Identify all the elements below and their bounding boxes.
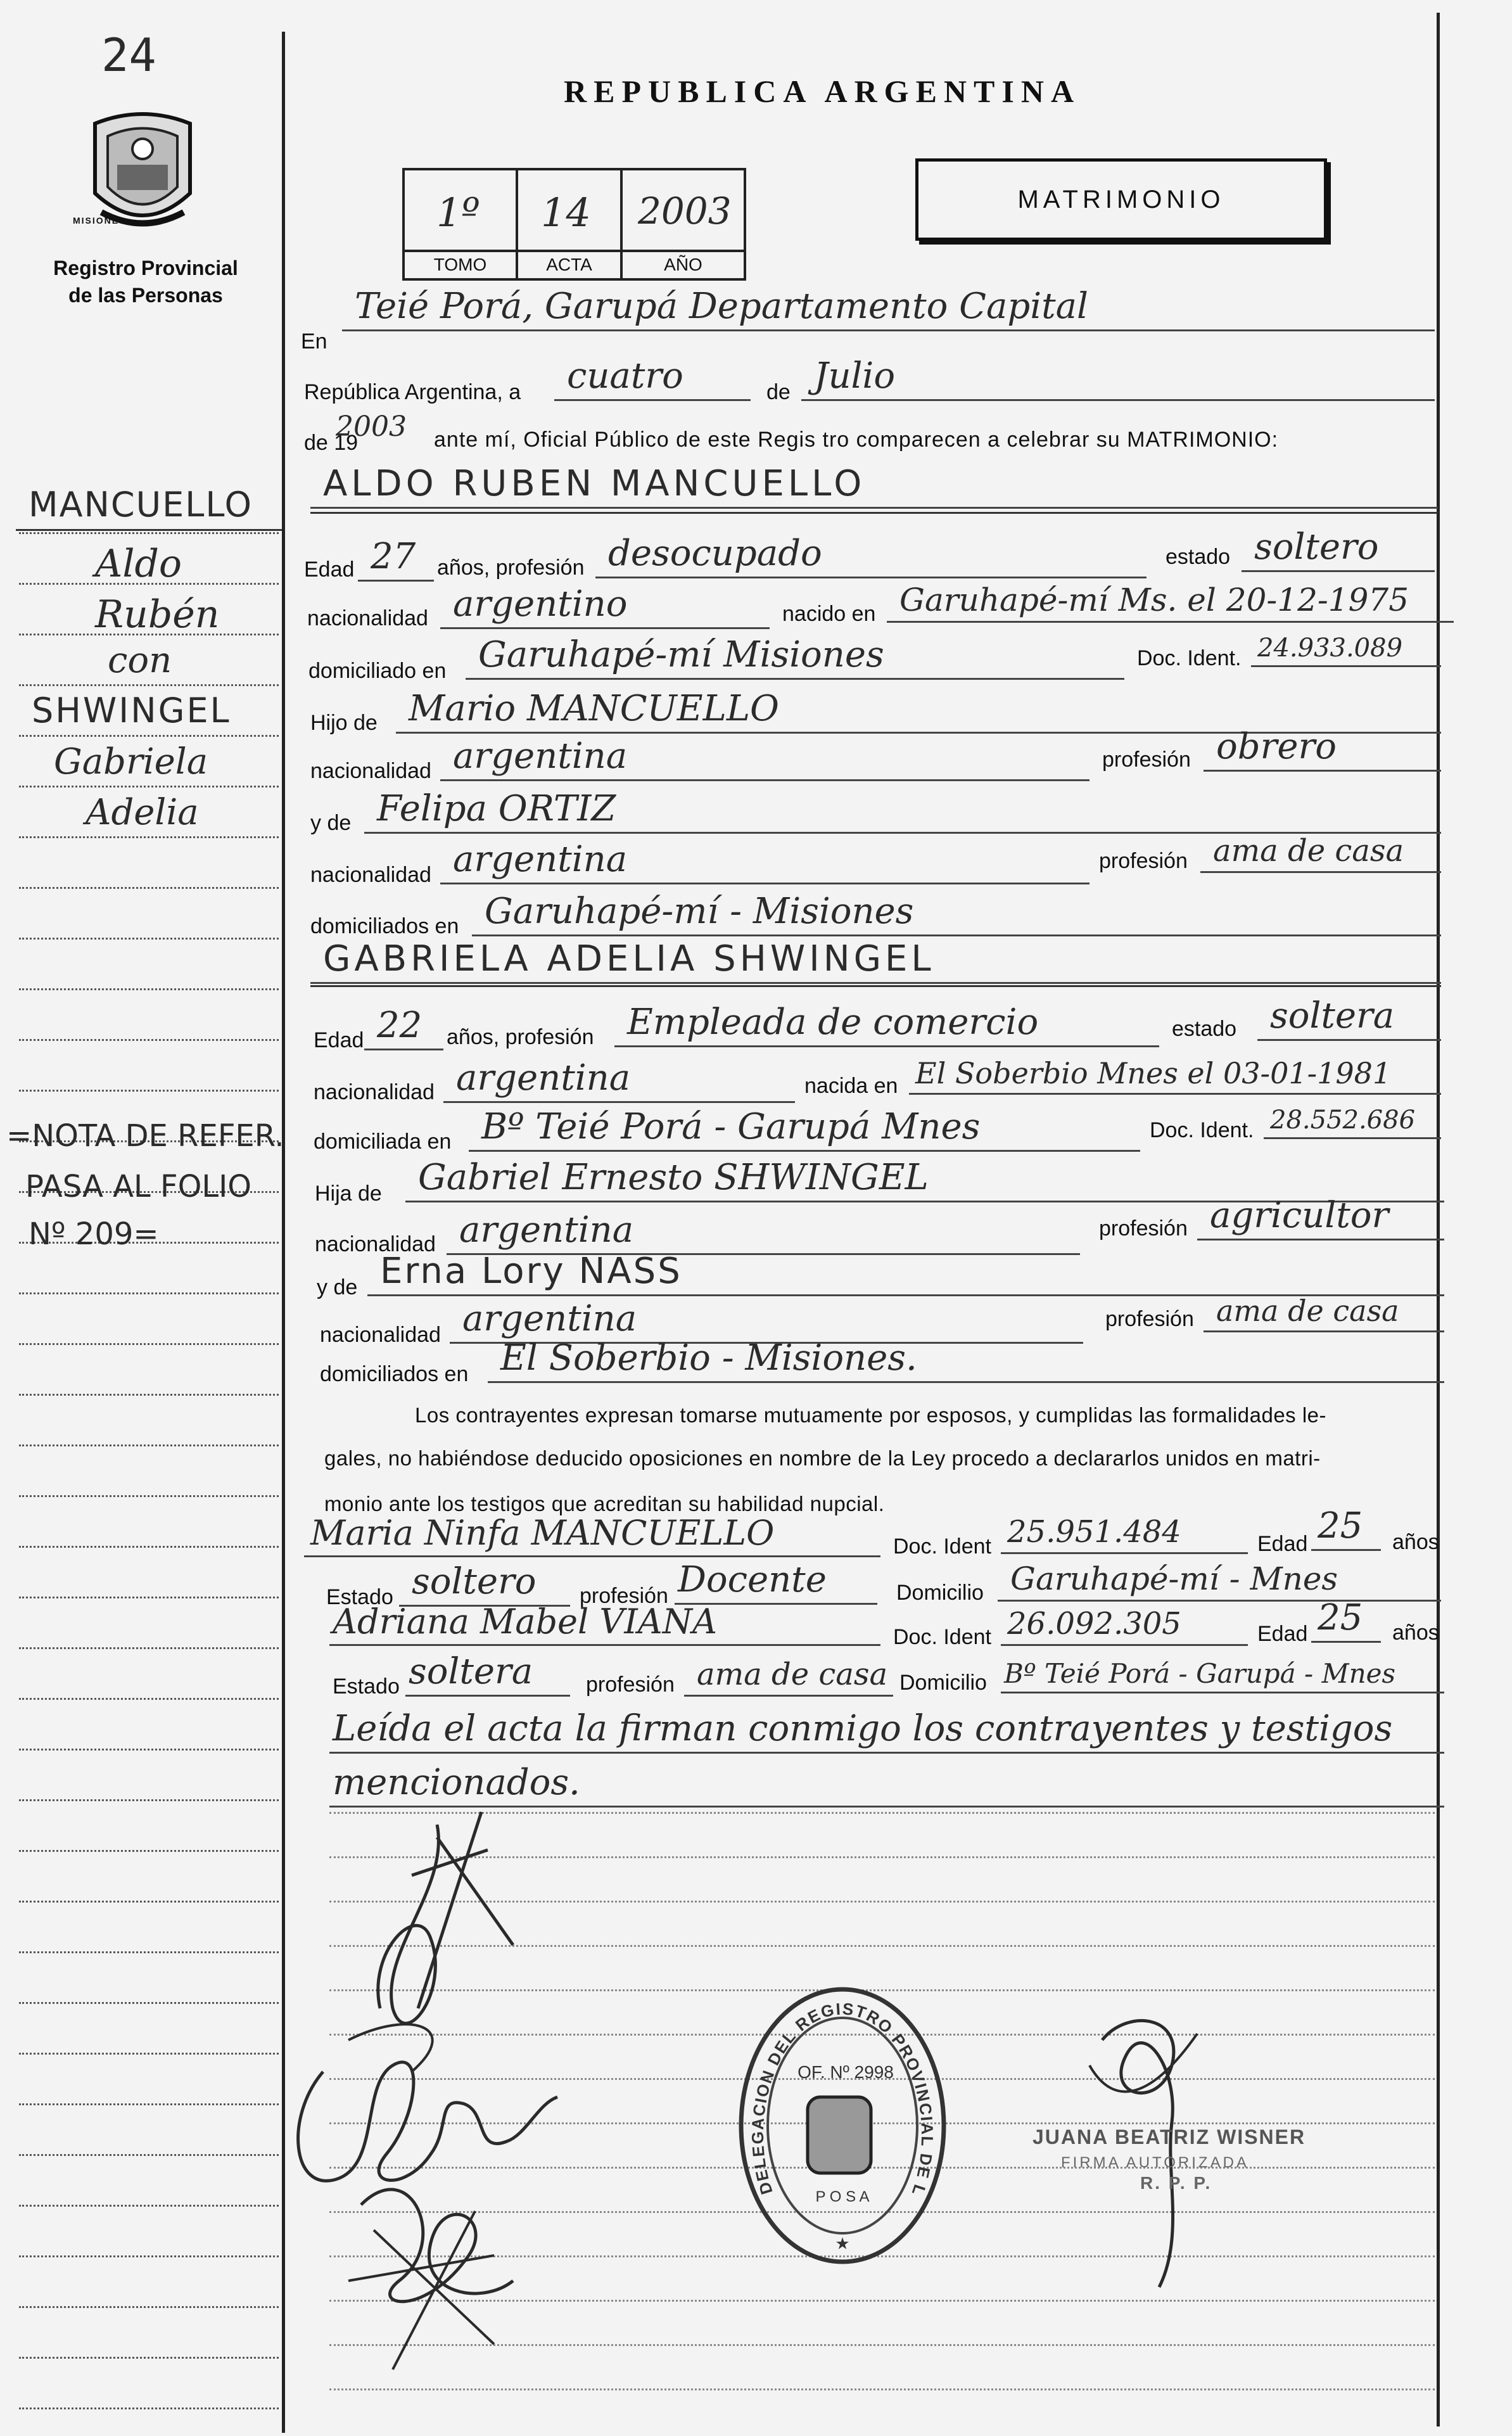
groom-parents-dom-field — [472, 884, 1441, 936]
witness1-dom-field — [998, 1552, 1441, 1602]
bride-edad-value: 22 — [377, 1005, 422, 1046]
groom-estado-label: estado — [1166, 545, 1231, 569]
groom-edad-field — [358, 535, 434, 582]
margin-line — [19, 1698, 279, 1700]
bride-nacida-field — [909, 1042, 1441, 1095]
witness1-edad-label: Edad — [1257, 1532, 1308, 1556]
margin-line — [19, 1901, 279, 1903]
groom-estado-field — [1242, 523, 1435, 572]
groom-father-nac-value: argentina — [453, 736, 628, 777]
margin-note-3: Nº 209= — [29, 1216, 159, 1252]
groom-father-prof-label: profesión — [1102, 748, 1191, 772]
official-title: FIRMA AUTORIZADA — [1061, 2154, 1249, 2171]
groom-parents-dom-value: Garuhapé-mí - Misiones — [485, 891, 914, 932]
margin-line — [19, 2407, 279, 2409]
margin-surname: MANCUELLO — [29, 485, 253, 525]
bride-mother-prof-field — [1204, 1280, 1444, 1332]
bride-name-field — [310, 931, 1441, 984]
groom-mother-nac-field — [440, 833, 1090, 884]
witness2-edad-field — [1311, 1597, 1381, 1643]
margin-line — [19, 1749, 279, 1750]
groom-yde-label: y de — [310, 811, 352, 835]
page-number: 24 — [101, 29, 156, 82]
closing-line-1: Leída el acta la firman conmigo los contrayentes y testigos — [333, 1708, 1393, 1749]
witness1-name-field — [304, 1508, 880, 1557]
margin-name-4: Adelia — [86, 792, 199, 833]
bride-father-nac-label: nacionalidad — [315, 1232, 436, 1256]
margin-line — [19, 1647, 279, 1649]
tomo-label: TOMO — [433, 255, 487, 274]
closing-line-2: mencionados. — [333, 1762, 580, 1803]
witness2-edad-label: Edad — [1257, 1622, 1308, 1646]
witness1-dom-value: Garuhapé-mí - Mnes — [1010, 1560, 1338, 1597]
acta-value: 14 — [541, 189, 591, 236]
witness2-prof-field — [684, 1647, 893, 1697]
stamp-emblem — [808, 2097, 871, 2173]
groom-mother-prof-field — [1200, 820, 1441, 873]
bride-doc-field — [1264, 1093, 1441, 1139]
bride-prof-label: años, profesión — [447, 1025, 594, 1049]
year-value: 2003 — [336, 411, 407, 443]
witness1-doc-value: 25.951.484 — [1007, 1514, 1181, 1550]
groom-dom-value: Garuhapé-mí Misiones — [478, 634, 884, 675]
groom-doc-field — [1251, 621, 1441, 667]
witness2-doc-label: Doc. Ident — [893, 1625, 991, 1649]
country-heading: REPUBLICA ARGENTINA — [564, 73, 1081, 109]
bride-dom-field — [469, 1099, 1140, 1152]
margin-line — [19, 1850, 279, 1852]
margin-name-2: Rubén — [95, 592, 220, 637]
groom-nacido-label: nacido en — [782, 602, 876, 626]
groom-dom-label: domiciliado en — [308, 659, 447, 683]
declaration-line-3: monio ante los testigos que acreditan su habilidad nupcial. — [324, 1492, 885, 1515]
bride-name-value: GABRIELA ADELIA SHWINGEL — [323, 938, 935, 979]
groom-dom-field — [466, 627, 1124, 680]
margin-line — [19, 1546, 279, 1548]
margin-line — [19, 1597, 279, 1598]
svg-text:★: ★ — [835, 2235, 850, 2254]
witness1-doc-field — [1001, 1508, 1248, 1554]
witness1-estado-label: Estado — [326, 1585, 393, 1609]
witness2-dom-label: Domicilio — [899, 1671, 987, 1695]
tomo-value: 1º — [436, 189, 480, 236]
record-type-box — [915, 158, 1327, 241]
groom-edad-value: 27 — [371, 536, 416, 577]
witness2-dom-value: Bº Teié Porá - Garupá - Mnes — [1004, 1658, 1396, 1689]
groom-mother-nac-label: nacionalidad — [310, 863, 431, 887]
bride-mother-prof-value: ama de casa — [1216, 1294, 1399, 1328]
bride-prof-value: Empleada de comercio — [627, 1002, 1039, 1043]
margin-line — [19, 1039, 279, 1041]
groom-father-prof-field — [1204, 722, 1441, 772]
witness2-prof-value: ama de casa — [697, 1657, 888, 1692]
witness2-estado-value: soltera — [409, 1651, 533, 1692]
margin-line — [19, 836, 279, 838]
groom-name-field — [310, 459, 1438, 509]
republica-label: República Argentina, a — [304, 380, 521, 404]
ante-text: ante mí, Oficial Público de este Regis tro comparecen a celebrar su MATRIMONIO: — [434, 428, 1279, 452]
record-type: MATRIMONIO — [1017, 186, 1225, 214]
witness1-doc-label: Doc. Ident — [893, 1534, 991, 1559]
bride-father-value: Gabriel Ernesto SHWINGEL — [418, 1157, 929, 1198]
groom-hijo-label: Hijo de — [310, 711, 378, 735]
en-label: En — [301, 329, 327, 354]
logo-caption: MISIONES — [73, 215, 127, 226]
margin-line — [19, 2103, 279, 2105]
margin-line — [19, 2306, 279, 2308]
groom-doc-value: 24.933.089 — [1257, 634, 1403, 663]
year-prefix: de 19 — [304, 431, 359, 455]
day-field — [554, 355, 751, 401]
margin-name-3: Gabriela — [54, 741, 208, 782]
bride-nacida-value: El Soberbio Mnes el 03-01-1981 — [915, 1056, 1392, 1090]
margin-line — [19, 1343, 279, 1345]
groom-prof-label: años, profesión — [437, 556, 585, 580]
bride-hija-label: Hija de — [315, 1182, 382, 1206]
margin-line — [19, 2154, 279, 2156]
acta-label: ACTA — [546, 255, 592, 274]
witness2-estado-label: Estado — [333, 1674, 400, 1699]
bride-mother-nac-value: argentina — [462, 1298, 637, 1339]
declaration-line-1: Los contrayentes expresan tomarse mutuamente por esposos, y cumplidas las formalidades le- — [415, 1403, 1327, 1427]
margin-line — [19, 2255, 279, 2257]
groom-parents-dom-label: domiciliados en — [310, 914, 459, 938]
anio-value: 2003 — [638, 189, 732, 233]
groom-mother-prof-label: profesión — [1099, 849, 1188, 873]
margin-line — [19, 2205, 279, 2207]
groom-nac-field — [440, 580, 770, 629]
bride-doc-label: Doc. Ident. — [1150, 1118, 1254, 1142]
bride-nac-field — [443, 1052, 795, 1103]
bride-edad-field — [364, 1004, 443, 1050]
margin-line — [19, 2357, 279, 2359]
witness2-dom-field — [1001, 1641, 1444, 1693]
official-stamp — [727, 1968, 950, 2274]
bride-parents-dom-label: domiciliados en — [320, 1362, 469, 1386]
bride-estado-field — [1257, 992, 1441, 1041]
registry-name-2: de las Personas — [68, 284, 223, 307]
witness1-name-value: Maria Ninfa MANCUELLO — [310, 1513, 775, 1553]
margin-line — [19, 1951, 279, 1953]
bride-father-prof-value: agricultor — [1210, 1195, 1389, 1236]
month-value: Julio — [814, 355, 896, 397]
bride-estado-label: estado — [1172, 1017, 1237, 1041]
official-name: JUANA BEATRIZ WISNER — [1032, 2126, 1306, 2148]
bride-dom-value: Bº Teié Porá - Garupá Mnes — [481, 1106, 981, 1147]
groom-nacido-value: Garuhapé-mí Ms. el 20-12-1975 — [899, 582, 1409, 618]
bride-father-prof-label: profesión — [1099, 1216, 1188, 1240]
witness2-name-value: Adriana Mabel VIANA — [333, 1602, 717, 1642]
stamp-center-text: OF. Nº 2998 — [797, 2062, 894, 2082]
bride-mother-prof-label: profesión — [1105, 1307, 1194, 1331]
day-value: cuatro — [567, 355, 683, 397]
groom-father-nac-field — [440, 732, 1090, 781]
groom-mother-nac-value: argentina — [453, 839, 628, 880]
margin-note-1: =NOTA DE REFER. — [6, 1118, 284, 1154]
margin-con: con — [108, 640, 172, 681]
margin-line — [19, 1495, 279, 1497]
groom-name-value: ALDO RUBEN MANCUELLO — [323, 463, 866, 504]
bride-nacida-label: nacida en — [804, 1074, 898, 1098]
margin-line — [19, 2053, 279, 2055]
stamp-ring-text: DELEGACION DEL REGISTRO PROVINCIAL DE LAS PERSONAS — [727, 1968, 937, 2199]
witness1-edad-value: 25 — [1318, 1505, 1363, 1546]
place-field — [342, 285, 1435, 331]
bride-doc-value: 28.552.686 — [1270, 1106, 1416, 1135]
bride-parents-dom-value: El Soberbio - Misiones. — [500, 1337, 917, 1379]
bride-mother-value: Erna Lory NASS — [380, 1251, 682, 1292]
groom-father-value: Mario MANCUELLO — [409, 688, 779, 729]
margin-line — [19, 988, 279, 990]
margin-line — [19, 887, 279, 889]
witness1-prof-label: profesión — [580, 1584, 668, 1608]
witness1-edad-field — [1311, 1505, 1381, 1551]
bride-mother-nac-label: nacionalidad — [320, 1323, 441, 1347]
margin-line — [19, 532, 279, 534]
witness2-doc-value: 26.092.305 — [1007, 1606, 1181, 1642]
witness2-prof-label: profesión — [586, 1673, 675, 1697]
groom-mother-prof-value: ama de casa — [1213, 833, 1404, 869]
anio-label: AÑO — [664, 255, 702, 274]
groom-edad-label: Edad — [304, 558, 355, 582]
margin-line — [19, 684, 279, 686]
bride-nac-value: argentina — [456, 1057, 631, 1099]
bride-father-prof-field — [1197, 1188, 1444, 1240]
registry-name-1: Registro Provincial — [53, 257, 238, 279]
witness1-estado-value: soltero — [412, 1561, 537, 1602]
groom-mother-value: Felipa ORTIZ — [377, 788, 616, 829]
bride-parents-dom-field — [488, 1330, 1444, 1383]
bride-nac-label: nacionalidad — [314, 1080, 435, 1104]
place-value: Teié Porá, Garupá Departamento Capital — [355, 286, 1088, 327]
margin-line — [19, 735, 279, 737]
margin-line — [19, 1444, 279, 1446]
groom-nac-value: argentino — [453, 583, 628, 625]
groom-father-nac-label: nacionalidad — [310, 759, 431, 783]
bride-father-nac-value: argentina — [459, 1209, 634, 1251]
margin-line — [19, 1799, 279, 1801]
margin-line — [19, 2002, 279, 2004]
margin-note-2: PASA AL FOLIO — [25, 1169, 252, 1204]
closing-line-1-field — [329, 1698, 1444, 1754]
groom-estado-value: soltero — [1254, 526, 1379, 568]
margin-line — [19, 786, 279, 788]
bride-yde-label: y de — [317, 1275, 358, 1299]
groom-doc-label: Doc. Ident. — [1137, 646, 1242, 670]
groom-father-prof-value: obrero — [1216, 726, 1337, 767]
bride-edad-label: Edad — [314, 1028, 364, 1052]
witness2-estado-field — [405, 1647, 570, 1697]
groom-prof-value: desocupado — [608, 533, 822, 574]
bride-estado-value: soltera — [1270, 995, 1395, 1036]
margin-line — [19, 938, 279, 940]
witness2-name-field — [329, 1597, 880, 1646]
witness2-doc-field — [1001, 1600, 1248, 1646]
witness1-dom-label: Domicilio — [896, 1581, 984, 1605]
margin-line — [19, 1090, 279, 1092]
witness1-anios-label: años — [1392, 1530, 1439, 1554]
margin-line — [19, 1394, 279, 1396]
groom-nacido-field — [887, 570, 1454, 623]
declaration-line-2: gales, no habiéndose deducido oposiciones en nombre de la Ley procedo a declararlos unidos en matri- — [324, 1446, 1321, 1470]
volume-box — [402, 168, 746, 281]
margin-line — [19, 1292, 279, 1294]
margin-top-rule — [16, 529, 282, 531]
bride-dom-label: domiciliada en — [314, 1130, 452, 1154]
bride-prof-field — [614, 995, 1159, 1047]
groom-nac-label: nacionalidad — [307, 606, 428, 630]
witness2-anios-label: años — [1392, 1621, 1439, 1645]
month-field — [801, 352, 1435, 401]
witness2-edad-value: 25 — [1318, 1597, 1363, 1638]
margin-surname-2: SHWINGEL — [32, 691, 231, 730]
signatures-left — [285, 1799, 678, 2420]
official-org: R. P. P. — [1140, 2173, 1212, 2193]
witness1-prof-value: Docente — [678, 1559, 827, 1600]
stamp-bottom-text: P O S A — [815, 2188, 870, 2205]
margin-name-1: Aldo — [95, 542, 182, 586]
de-label: de — [766, 380, 791, 404]
